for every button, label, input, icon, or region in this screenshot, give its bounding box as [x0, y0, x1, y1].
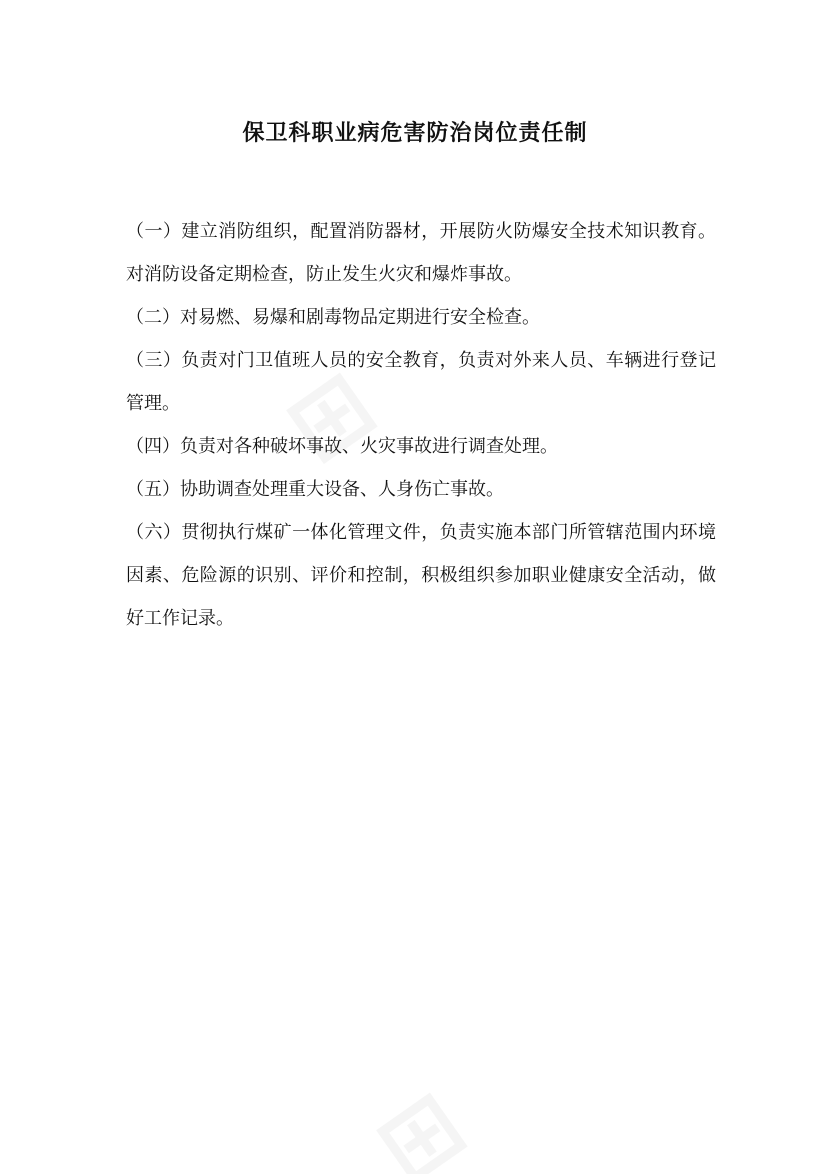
paragraph-3: （三）负责对门卫值班人员的安全教育，负责对外来人员、车辆进行登记管理。: [126, 350, 716, 414]
document-title: 保卫科职业病危害防治岗位责任制: [242, 121, 588, 146]
paragraph-4: （四）负责对各种破坏事故、火灾事故进行调查处理。: [126, 436, 558, 457]
watermark: [355, 1067, 485, 1174]
paragraph-2: （二）对易燃、易爆和剧毒物品定期进行安全检查。: [126, 307, 540, 328]
paragraph-5: （五）协助调查处理重大设备、人身伤亡事故。: [126, 479, 504, 500]
document-body: [126, 210, 716, 640]
paragraph-6: （六）贯彻执行煤矿一体化管理文件，负责实施本部门所管辖范围内环境因素、危险源的识别、评价和控制，积极组织参加职业健康安全活动，做好工作记录。: [126, 522, 716, 629]
paragraph-1: （一）建立消防组织，配置消防器材，开展防火防爆安全技术知识教育。对消防设备定期检查，防止发生火灾和爆炸事故。: [126, 221, 716, 285]
